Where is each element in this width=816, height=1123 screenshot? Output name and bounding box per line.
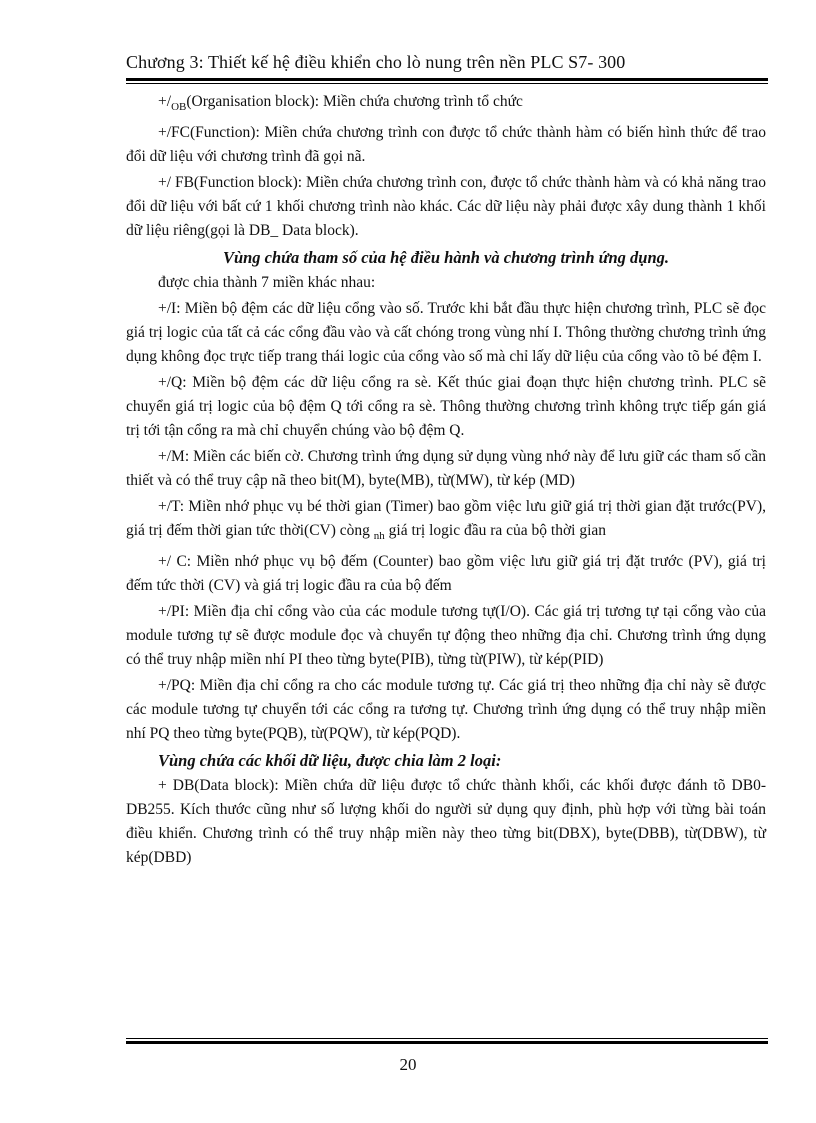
- paragraph-fb: +/ FB(Function block): Miền chứa chương trình con, được tổ chức thành hàm và có khả năng trao đổi dữ liệu với bất cứ 1 khối chương trình nào khác. Các dữ liệu này phải được xây dung thành 1 khối dữ liệu riêng(gọi là DB_ Data block).: [126, 174, 766, 239]
- document-body: [126, 90, 766, 872]
- paragraph-ob: [126, 90, 766, 119]
- paragraph-intro: được chia thành 7 miền khác nhau:: [158, 274, 376, 291]
- paragraph-db: + DB(Data block): Miền chứa dữ liệu được tổ chức thành khối, các khối được đánh tõ DB0- DB255. Kích thước cũng như số lượng khối do người sử dụng quy định, phù hợp với từng bài toán điều khiển. Chương trình có thể truy nhập miền này theo từng bit(DBX), byte(DBB), từ(DBW), từ kép(DBD): [126, 777, 766, 866]
- section-heading-os-params: Vùng chứa tham số của hệ điều hành và chương trình ứng dụng.: [222, 248, 670, 267]
- paragraph-c: +/ C: Miền nhớ phục vụ bộ đếm (Counter) bao gồm việc lưu giữ giá trị đặt trước (PV), giá trị đếm tức thời (CV) và giá trị logic đầu ra của bộ đếm: [126, 553, 766, 594]
- header-rule-thin: [126, 83, 768, 84]
- ob-prefix: +/: [158, 93, 172, 110]
- header-rule-thick: [126, 78, 768, 81]
- page-header-title: Chương 3: Thiết kế hệ điều khiển cho lò nung trên nền PLC S7- 300: [126, 52, 626, 72]
- t-text-post: giá trị logic đầu ra của bộ thời gian: [384, 522, 607, 539]
- paragraph-i: +/I: Miền bộ đệm các dữ liệu cổng vào số. Trước khi bắt đầu thực hiện chương trình, PLC sẽ đọc giá trị logic của tất cả các cổng đầu vào và cất chóng trong vùng nhí I. Thông thường chương trình ứng dụng không đọc trực tiếp trang thái logic của cổng vào số mà chỉ lấy dữ liệu của cổng vào tõ bé đệm I.: [126, 300, 766, 365]
- t-text-pre: +/T: Miền nhớ phục vụ bé thời gian (Timer) bao gồm việc lưu giữ giá trị thời gian đặt trước(PV), giá trị đếm thời gian tức thời(CV) còng: [126, 498, 766, 539]
- paragraph-pi: +/PI: Miền địa chỉ cổng vào của các module tương tự(I/O). Các giá trị tương tự tại cổng vào của module tương tự sẽ được module đọc và chuyển tự động theo những địa chỉ. Chương trình ứng dụng có thể truy nhập miền nhí PI theo từng byte(PIB), từng từ(PIW), từ kép(PID): [126, 603, 766, 668]
- paragraph-fc: +/FC(Function): Miền chứa chương trình con được tổ chức thành hàm có biến hình thức để trao đổi dữ liệu với chương trình đã gọi nã.: [126, 124, 766, 165]
- paragraph-pq: +/PQ: Miền địa chỉ cổng ra cho các module tương tự. Các giá trị theo những địa chỉ này sẽ được các module tương tự chuyển tới các cổng ra tương tự. Chương trình ứng dụng có thể truy nhập miền nhí PQ theo từng byte(PQB), từ(PQW), từ kép(PQD).: [126, 677, 766, 742]
- paragraph-m: +/M: Miền các biến cờ. Chương trình ứng dụng sử dụng vùng nhớ này để lưu giữ các tham số cần thiết và có thể truy cập nã theo bit(M), byte(MB), từ(MW), từ kép (MD): [126, 448, 766, 489]
- paragraph-q: +/Q: Miền bộ đệm các dữ liệu cổng ra sè. Kết thúc giai đoạn thực hiện chương trình. PLC sẽ chuyển giá trị logic của bộ đệm Q tới cổng ra sè. Thông thường chương trình không trực tiếp gán giá trị tới tận cổng ra mà chỉ chuyển chúng vào bộ đệm Q.: [126, 374, 766, 439]
- paragraph-t: [126, 495, 766, 548]
- footer-rule-thin: [126, 1038, 768, 1039]
- footer-rule-thick: [126, 1041, 768, 1044]
- page-number: 20: [399, 1055, 417, 1074]
- t-subscript: nh: [373, 530, 385, 542]
- ob-text: (Organisation block): Miền chứa chương trình tổ chức: [186, 93, 523, 110]
- section-heading-data-blocks: Vùng chứa các khối dữ liệu, được chia làm 2 loại:: [158, 751, 502, 770]
- ob-subscript: OB: [171, 101, 187, 113]
